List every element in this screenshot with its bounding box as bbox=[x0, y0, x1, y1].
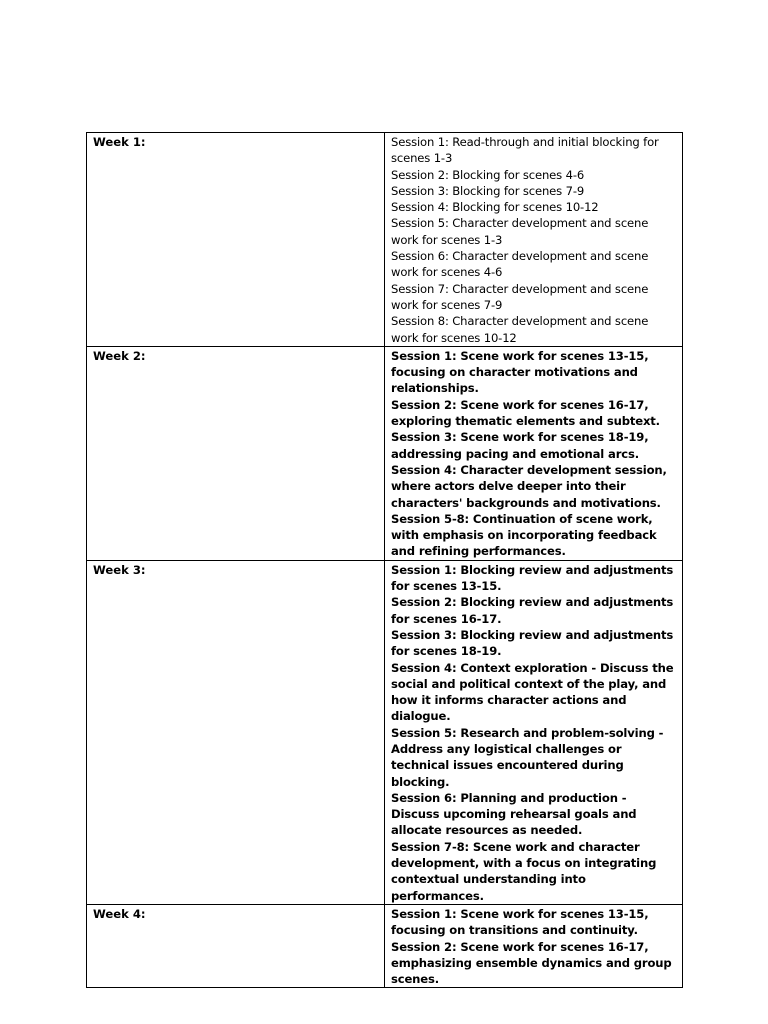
week-row bbox=[87, 346, 683, 560]
session-line: Session 6: Planning and production - Discuss upcoming rehearsal goals and allocate resources as needed. bbox=[391, 790, 637, 838]
week-row bbox=[87, 560, 683, 904]
week-cell bbox=[87, 904, 385, 987]
session-line: Session 1: Scene work for scenes 13-15, focusing on transitions and continuity. bbox=[391, 906, 649, 938]
session-line: Session 1: Read-through and initial blocking for scenes 1-3 bbox=[391, 135, 659, 166]
sessions-cell bbox=[385, 346, 683, 560]
session-line: Session 1: Blocking review and adjustments for scenes 13-15. bbox=[391, 562, 674, 594]
session-line: Session 7: Character development and scene work for scenes 7-9 bbox=[391, 281, 649, 312]
session-line: Session 4: Character development session, where actors delve deeper into their characters' backgrounds and motivations. bbox=[391, 462, 667, 510]
session-line: Session 2: Scene work for scenes 16-17, emphasizing ensemble dynamics and group scenes. bbox=[391, 939, 672, 987]
session-line: Session 7-8: Scene work and character development, with a focus on integrating contextual understanding into performances. bbox=[391, 839, 657, 903]
week-label: Week 2: bbox=[93, 348, 146, 363]
schedule-body bbox=[87, 133, 683, 988]
session-line: Session 2: Scene work for scenes 16-17, exploring thematic elements and subtext. bbox=[391, 397, 660, 429]
session-line: Session 3: Blocking for scenes 7-9 bbox=[391, 183, 585, 198]
session-line: Session 5: Character development and scene work for scenes 1-3 bbox=[391, 216, 649, 247]
session-line: Session 5: Research and problem-solving - Address any logistical challenges or technical issues encountered during blocking. bbox=[391, 725, 664, 789]
week-row bbox=[87, 904, 683, 987]
sessions-cell bbox=[385, 560, 683, 904]
session-line: Session 5-8: Continuation of scene work, with emphasis on incorporating feedback and refining performances. bbox=[391, 511, 657, 559]
session-line: Session 6: Character development and scene work for scenes 4-6 bbox=[391, 249, 649, 280]
week-cell bbox=[87, 133, 385, 347]
rehearsal-schedule-table bbox=[86, 132, 683, 988]
week-cell bbox=[87, 346, 385, 560]
sessions-cell bbox=[385, 904, 683, 987]
week-row bbox=[87, 133, 683, 347]
session-line: Session 8: Character development and scene work for scenes 10-12 bbox=[391, 314, 649, 345]
session-line: Session 3: Blocking review and adjustments for scenes 18-19. bbox=[391, 627, 674, 659]
sessions-cell bbox=[385, 133, 683, 347]
week-label: Week 1: bbox=[93, 135, 146, 149]
session-line: Session 3: Scene work for scenes 18-19, addressing pacing and emotional arcs. bbox=[391, 430, 649, 461]
week-cell bbox=[87, 560, 385, 904]
session-line: Session 1: Scene work for scenes 13-15, focusing on character motivations and relationships. bbox=[391, 348, 649, 396]
week-label: Week 4: bbox=[93, 906, 146, 921]
session-line: Session 2: Blocking for scenes 4-6 bbox=[391, 167, 585, 182]
session-line: Session 4: Context exploration - Discuss the social and political context of the play, and how it informs character actions and dialogue. bbox=[391, 660, 674, 724]
session-line: Session 2: Blocking review and adjustments for scenes 16-17. bbox=[391, 595, 674, 626]
session-line: Session 4: Blocking for scenes 10-12 bbox=[391, 200, 599, 215]
week-label: Week 3: bbox=[93, 562, 146, 577]
